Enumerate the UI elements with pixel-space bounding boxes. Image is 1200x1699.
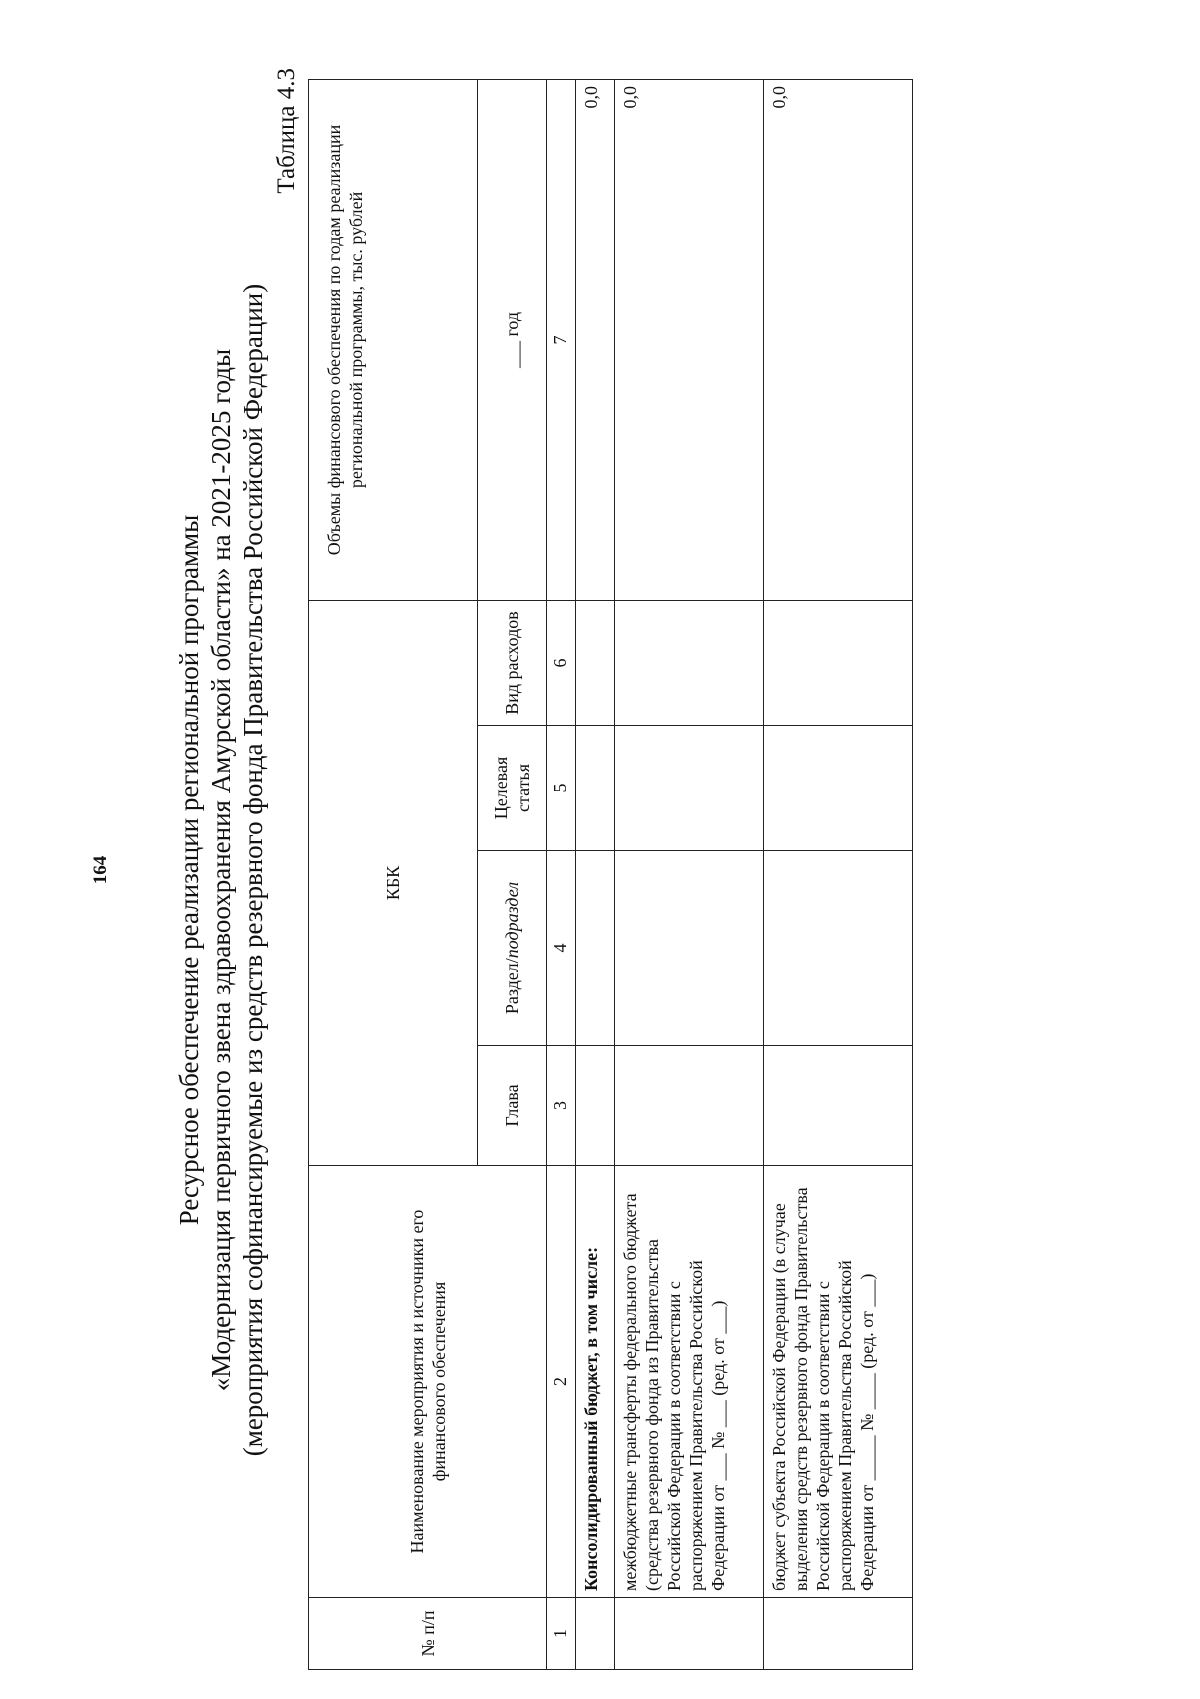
table-label: Таблица 4.3 [273, 68, 300, 194]
column-number: 1 [547, 1598, 576, 1670]
column-number: 5 [547, 726, 576, 851]
header-volumes: Объемы финансового обеспечения по годам реализации региональной программы, тыс. рублей [309, 79, 478, 600]
header-num: № п/п [309, 1598, 547, 1670]
row-name: межбюджетные трансферты федерального бюджета (средства резервного фонда из Правительства Российской Федерации в соответствии с распоряжением Правительства Российской Федерации от ___ № ___ (ред. от ___) [615, 1166, 764, 1598]
header-target: Целевая статья [478, 726, 547, 851]
row-value: 0,0 [576, 79, 615, 600]
row-expense [576, 600, 615, 725]
row-expense [615, 600, 764, 725]
title-line-2: «Модернизация первичного звена здравоохранения Амурской области» на 2021-2025 годы [206, 348, 236, 1392]
row-num [615, 1598, 764, 1670]
column-number: 3 [547, 1046, 576, 1166]
row-chapter [576, 1046, 615, 1166]
row-value: 0,0 [764, 79, 913, 600]
rotated-page-content [70, 60, 1070, 1680]
header-expense: Вид расходов [478, 600, 547, 725]
resource-table [308, 79, 913, 1670]
column-number: 7 [547, 79, 576, 600]
row-num [764, 1598, 913, 1670]
row-expense [764, 600, 913, 725]
row-value: 0,0 [615, 79, 764, 600]
row-target [764, 726, 913, 851]
row-section [764, 851, 913, 1046]
header-section-b: подраздел [502, 881, 522, 959]
table-row [576, 79, 615, 1669]
title-line-3: (мероприятия софинансируемые из средств резервного фонда Правительства Российской Федерации) [238, 283, 268, 1457]
table-row [615, 79, 764, 1669]
column-number: 4 [547, 851, 576, 1046]
row-target [615, 726, 764, 851]
row-name: бюджет субъекта Российской Федерации (в случае выделения средств резервного фонда Правительства Российской Федерации в соответствии с распоряжением Правительства Российской Федерации от _____ № ____ (ред. от ___) [764, 1166, 913, 1598]
column-number: 2 [547, 1166, 576, 1598]
header-section-a: Раздел/ [502, 958, 522, 1015]
row-target [576, 726, 615, 851]
row-section [615, 851, 764, 1046]
document-title [173, 60, 269, 1680]
column-number: 6 [547, 600, 576, 725]
header-row-1 [309, 79, 478, 1669]
row-section [576, 851, 615, 1046]
header-year: ___ год [478, 79, 547, 600]
column-number-row [547, 79, 576, 1669]
row-name: Консолидированный бюджет, в том числе: [576, 1166, 615, 1598]
header-chapter: Глава [478, 1046, 547, 1166]
row-chapter [764, 1046, 913, 1166]
page-number: 164 [90, 855, 111, 885]
row-chapter [615, 1046, 764, 1166]
header-kbk: КБК [309, 600, 478, 1165]
title-line-1: Ресурсное обеспечение реализации региональной программы [174, 514, 204, 1226]
table-row [764, 79, 913, 1669]
row-num [576, 1598, 615, 1670]
header-section [478, 851, 547, 1046]
header-name: Наименование мероприятия и источники его финансового обеспечения [309, 1166, 547, 1598]
